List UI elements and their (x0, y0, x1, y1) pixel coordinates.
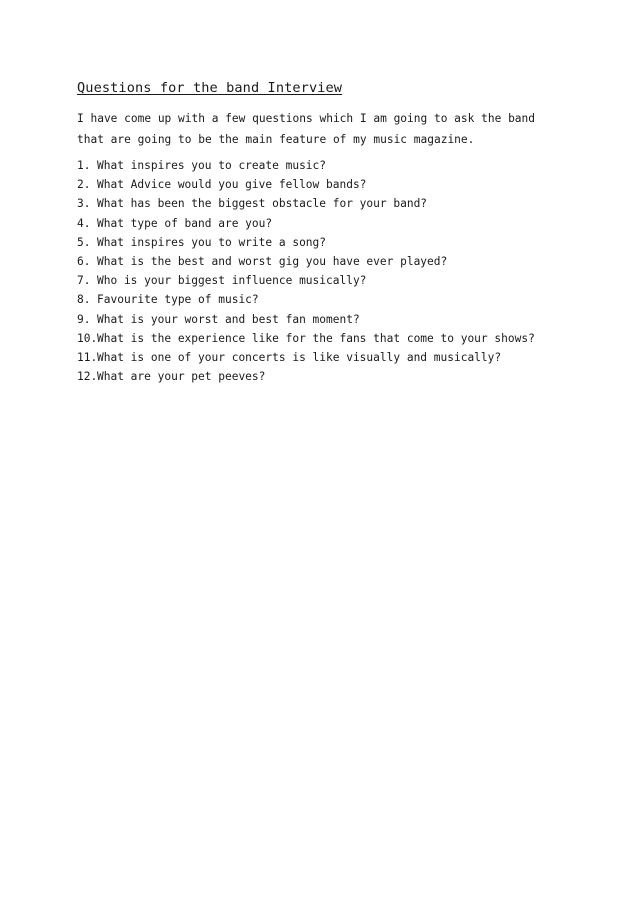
question-number: 1. (77, 159, 91, 172)
question-text: What is one of your concerts is like visually and musically? (97, 351, 502, 365)
question-number: 5. (77, 235, 91, 249)
question-number: 2. (77, 178, 91, 192)
intro-paragraph: I have come up with a few questions which I am going to ask the band that are going to be the main feature of my music magazine. (77, 112, 536, 146)
question-item (77, 290, 557, 309)
question-item (77, 214, 557, 233)
question-number: 6. (77, 255, 91, 269)
question-item (77, 271, 557, 290)
question-number: 7. (77, 274, 91, 288)
question-text: What type of band are you? (97, 216, 273, 230)
question-item (77, 194, 557, 213)
question-number: 8. (77, 293, 91, 307)
document-title: Questions for the band Interview (77, 80, 343, 96)
question-item (77, 233, 557, 252)
question-item (77, 156, 557, 175)
question-item (77, 329, 557, 348)
question-text: What is your worst and best fan moment? (97, 312, 360, 326)
question-text: What are your pet peeves? (97, 370, 266, 384)
question-text: Favourite type of music? (97, 293, 259, 307)
question-number: 12. (77, 370, 98, 384)
question-text: What inspires you to write a song? (97, 235, 327, 249)
question-item (77, 310, 557, 329)
question-number: 10. (77, 331, 98, 345)
question-number: 11. (77, 351, 98, 365)
question-item (77, 252, 557, 271)
question-item (77, 367, 557, 386)
question-list (77, 156, 557, 386)
question-text: What Advice would you give fellow bands? (97, 178, 367, 192)
question-text: What is the best and worst gig you have ever played? (97, 255, 448, 269)
question-item (77, 348, 557, 367)
document-content (77, 80, 557, 386)
question-item (77, 175, 557, 194)
question-text: What inspires you to create music? (97, 159, 327, 172)
question-text: What is the experience like for the fans that come to your shows? (97, 331, 535, 345)
question-text: What has been the biggest obstacle for your band? (97, 197, 428, 211)
question-number: 3. (77, 197, 91, 211)
question-number: 9. (77, 312, 91, 326)
question-text: Who is your biggest influence musically? (97, 274, 367, 288)
question-number: 4. (77, 216, 91, 230)
